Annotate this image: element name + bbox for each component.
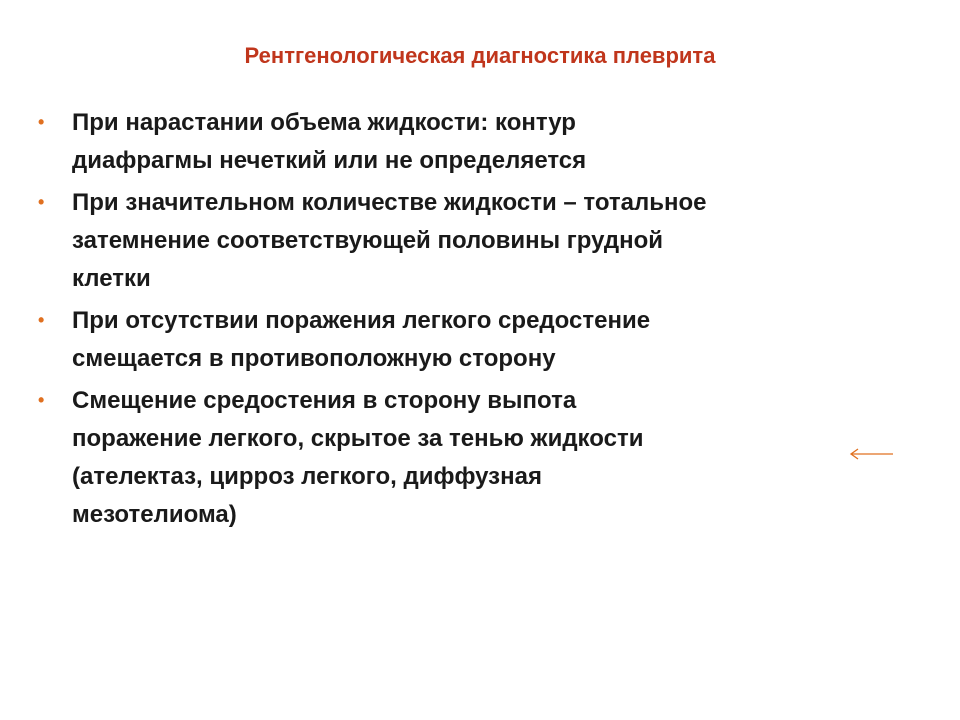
bullet-dot-icon: • (38, 112, 45, 132)
bullet-text-line: затемнение соответствующей половины грудной (72, 227, 664, 254)
bullet-list (38, 104, 928, 538)
bullet-text-line: клетки (72, 265, 151, 292)
bullet-item (38, 184, 928, 298)
slide-title: Рентгенологическая диагностика плеврита (244, 43, 716, 68)
bullet-item (38, 302, 928, 378)
bullet-text-line: При нарастании объема жидкости: контур (72, 109, 576, 136)
bullet-dot-icon: • (38, 310, 45, 330)
left-arrow-icon (848, 446, 894, 462)
bullet-item (38, 382, 928, 534)
bullet-text-line: поражение легкого, скрытое за тенью жидкости (72, 425, 644, 452)
bullet-text-line: При отсутствии поражения легкого средостение (72, 307, 651, 334)
bullet-text-line: (ателектаз, цирроз легкого, диффузная (72, 463, 542, 490)
bullet-text-line: мезотелиома) (72, 501, 237, 528)
bullet-item (38, 104, 928, 180)
bullet-text-line: диафрагмы нечеткий или не определяется (72, 147, 587, 174)
bullet-dot-icon: • (38, 390, 45, 410)
bullet-text-line: При значительном количестве жидкости – тотальное (72, 189, 707, 216)
bullet-text-line: Смещение средостения в сторону выпота (72, 387, 577, 414)
bullet-dot-icon: • (38, 192, 45, 212)
bullet-text-line: смещается в противоположную сторону (72, 345, 556, 372)
